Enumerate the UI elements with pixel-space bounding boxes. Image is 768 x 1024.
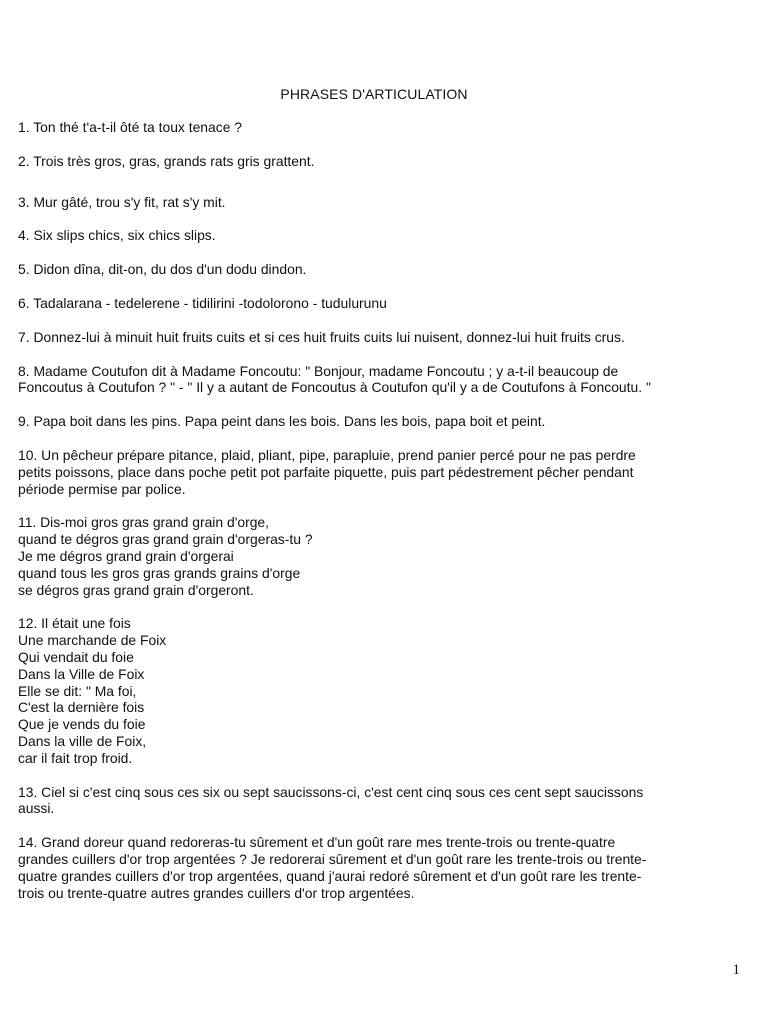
text-line: 14. Grand doreur quand redoreras-tu sûrement et d'un goût rare mes trente-trois ou trente-quatre <box>18 834 616 851</box>
text-line: 3. Mur gâté, trou s'y fit, rat s'y mit. <box>18 193 226 210</box>
text-line: 4. Six slips chics, six chics slips. <box>18 227 216 244</box>
text-line: trois ou trente-quatre autres grandes cuillers d'or trop argentées. <box>18 884 415 901</box>
text-line: 2. Trois très gros, gras, grands rats gris grattent. <box>18 152 315 169</box>
text-line: quand te dégros gras grand grain d'orgeras-tu ? <box>18 531 313 548</box>
text-line: 9. Papa boit dans les pins. Papa peint dans les bois. Dans les bois, papa boit et peint. <box>18 413 546 430</box>
document-title: PHRASES D'ARTICULATION <box>280 86 468 102</box>
text-line: Foncoutus à Coutufon ? " - " Il y a autant de Foncoutus à Coutufon qu'il y a de Coutufons à Foncoutu. " <box>18 379 651 396</box>
text-line: car il fait trop froid. <box>18 749 133 766</box>
paragraph-2 <box>18 153 748 170</box>
text-line: Elle se dit: " Ma foi, <box>18 682 137 699</box>
text-line: se dégros gras grand grain d'orgeront. <box>18 581 254 598</box>
paragraph-13 <box>18 784 748 818</box>
text-line: 1. Ton thé t'a-t-il ôté ta toux tenace ? <box>18 119 243 135</box>
text-line: Dans la ville de Foix, <box>18 732 147 749</box>
text-line: quand tous les gros gras grands grains d'orge <box>18 564 301 581</box>
text-line: Une marchande de Foix <box>18 632 167 649</box>
paragraph-14 <box>18 834 748 901</box>
paragraph-6 <box>18 295 748 312</box>
text-line: 5. Didon dîna, dit-on, du dos d'un dodu dindon. <box>18 261 307 278</box>
paragraph-1 <box>18 119 748 136</box>
paragraph-4 <box>18 227 748 244</box>
text-line: 8. Madame Coutufon dit à Madame Foncoutu: " Bonjour, madame Foncoutu ; y a-t-il beaucoup de <box>18 362 619 379</box>
text-line: 13. Ciel si c'est cinq sous ces six ou sept saucissons-ci, c'est cent cinq sous ces cent sept saucissons <box>18 783 644 800</box>
text-line: 6. Tadalarana - tedelerene - tidilirini -todolorono - tudulurunu <box>18 294 387 311</box>
text-line: 10. Un pêcheur prépare pitance, plaid, pliant, pipe, parapluie, prend panier percé pour ne pas perdre <box>18 446 636 463</box>
paragraph-3 <box>18 194 748 211</box>
paragraph-9 <box>18 413 748 430</box>
document-body <box>18 119 748 901</box>
paragraph-11 <box>18 514 748 598</box>
paragraph-5 <box>18 261 748 278</box>
text-line: 7. Donnez-lui à minuit huit fruits cuits et si ces huit fruits cuits lui nuisent, donnez-lui huit fruits crus. <box>18 328 625 345</box>
paragraph-8 <box>18 363 748 397</box>
text-line: Dans la Ville de Foix <box>18 665 145 682</box>
text-line: 11. Dis-moi gros gras grand grain d'orge, <box>18 514 270 531</box>
text-line: quatre grandes cuillers d'or trop argentées, quand j'aurai redoré sûrement et d'un goût rare les trente- <box>18 867 642 884</box>
paragraph-10 <box>18 447 748 497</box>
text-line: C'est la dernière fois <box>18 699 145 716</box>
text-line: petits poissons, place dans poche petit pot parfaite piquette, puis part pédestrement pêcher pendant <box>18 463 634 480</box>
text-line: 12. Il était une fois <box>18 615 131 632</box>
text-line: période permise par police. <box>18 480 186 497</box>
text-line: Qui vendait du foie <box>18 648 134 665</box>
text-line: grandes cuillers d'or trop argentées ? Je redorerai sûrement et d'un goût rare les trente-trois ou trente- <box>18 850 647 867</box>
page-number: 1 <box>732 962 740 978</box>
text-line: aussi. <box>18 800 55 817</box>
paragraph-12 <box>18 615 748 766</box>
text-line: Que je vends du foie <box>18 716 146 733</box>
paragraph-7 <box>18 329 748 346</box>
text-line: Je me dégros grand grain d'orgerai <box>18 547 234 564</box>
